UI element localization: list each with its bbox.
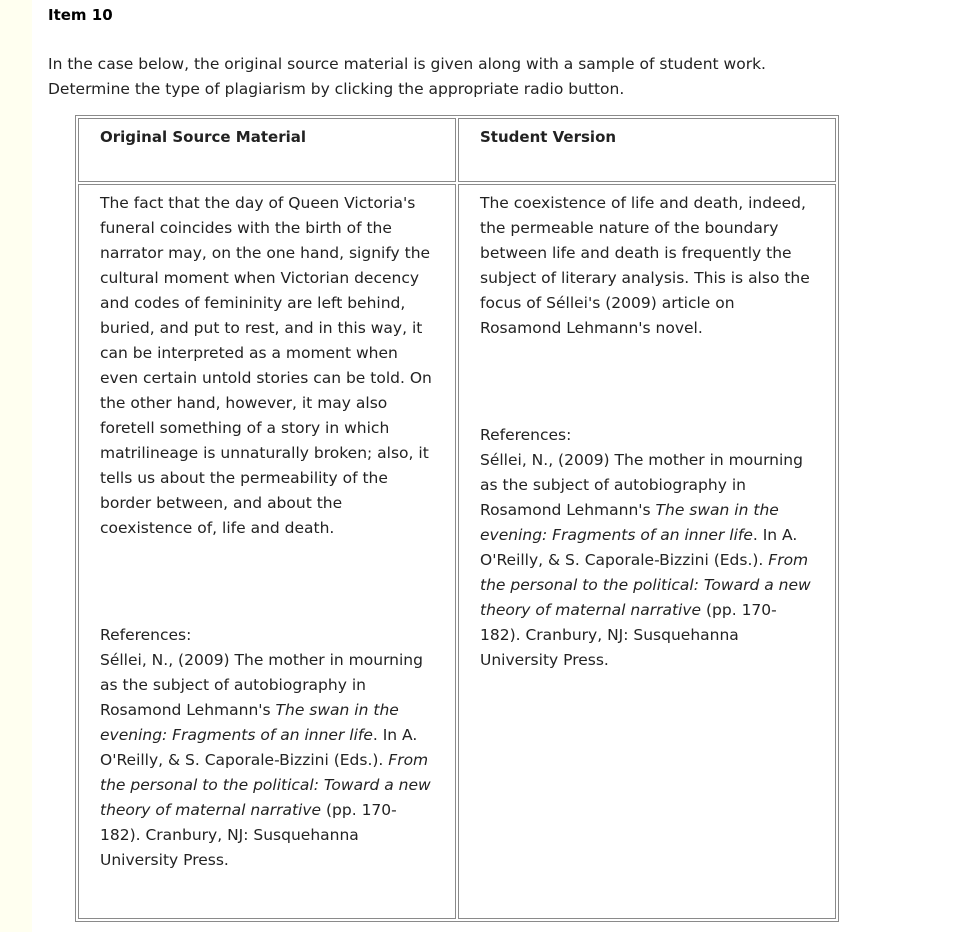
original-references — [100, 623, 435, 873]
original-passage — [100, 191, 435, 541]
student-references-label: References: — [480, 426, 572, 444]
student-reference-citation: Séllei, N., (2009) The mother in mourning as the subject of autobiography in Rosamond Lehmann's The swan in the evening: Fragments of an inner life. In A. O'Reilly, & S. Caporale-Bizzini (Eds.). From the personal to the political: Toward a new theory of maternal narrative (pp. 170-182). Cranbury, NJ: Susquehanna University Press. — [480, 451, 811, 669]
item-title: Item 10 — [48, 6, 113, 24]
original-references-label: References: — [100, 626, 192, 644]
student-version-header: Student Version — [480, 128, 617, 146]
item-instructions: In the case below, the original source material is given along with a sample of student work. Determine the type of plagiarism by clicking the appropriate radio button. — [48, 55, 766, 98]
original-source-header: Original Source Material — [100, 128, 307, 146]
student-passage — [480, 191, 815, 341]
original-reference-citation: Séllei, N., (2009) The mother in mourning as the subject of autobiography in Rosamond Lehmann's The swan in the evening: Fragments of an inner life. In A. O'Reilly, & S. Caporale-Bizzini (Eds.). From the personal to the political: Toward a new theory of maternal narrative (pp. 170-182). Cranbury, NJ: Susquehanna University Press. — [100, 651, 431, 869]
left-margin-strip — [0, 0, 32, 932]
original-passage-text: The fact that the day of Queen Victoria's funeral coincides with the birth of the narrator may, on the one hand, signify the cultural moment when Victorian decency and codes of femininity are left behind, buried, and put to rest, and in this way, it can be interpreted as a moment when even certain untold stories can be told. On the other hand, however, it may also foretell something of a story in which matrilineage is unnaturally broken; also, it tells us about the permeability of the border between, and about the coexistence of, life and death. — [100, 194, 432, 537]
student-passage-text: The coexistence of life and death, indeed, the permeable nature of the boundary between life and death is frequently the subject of literary analysis. This is also the focus of Séllei's (2009) article on Rosamond Lehmann's novel. — [480, 194, 810, 337]
student-references — [480, 423, 815, 673]
